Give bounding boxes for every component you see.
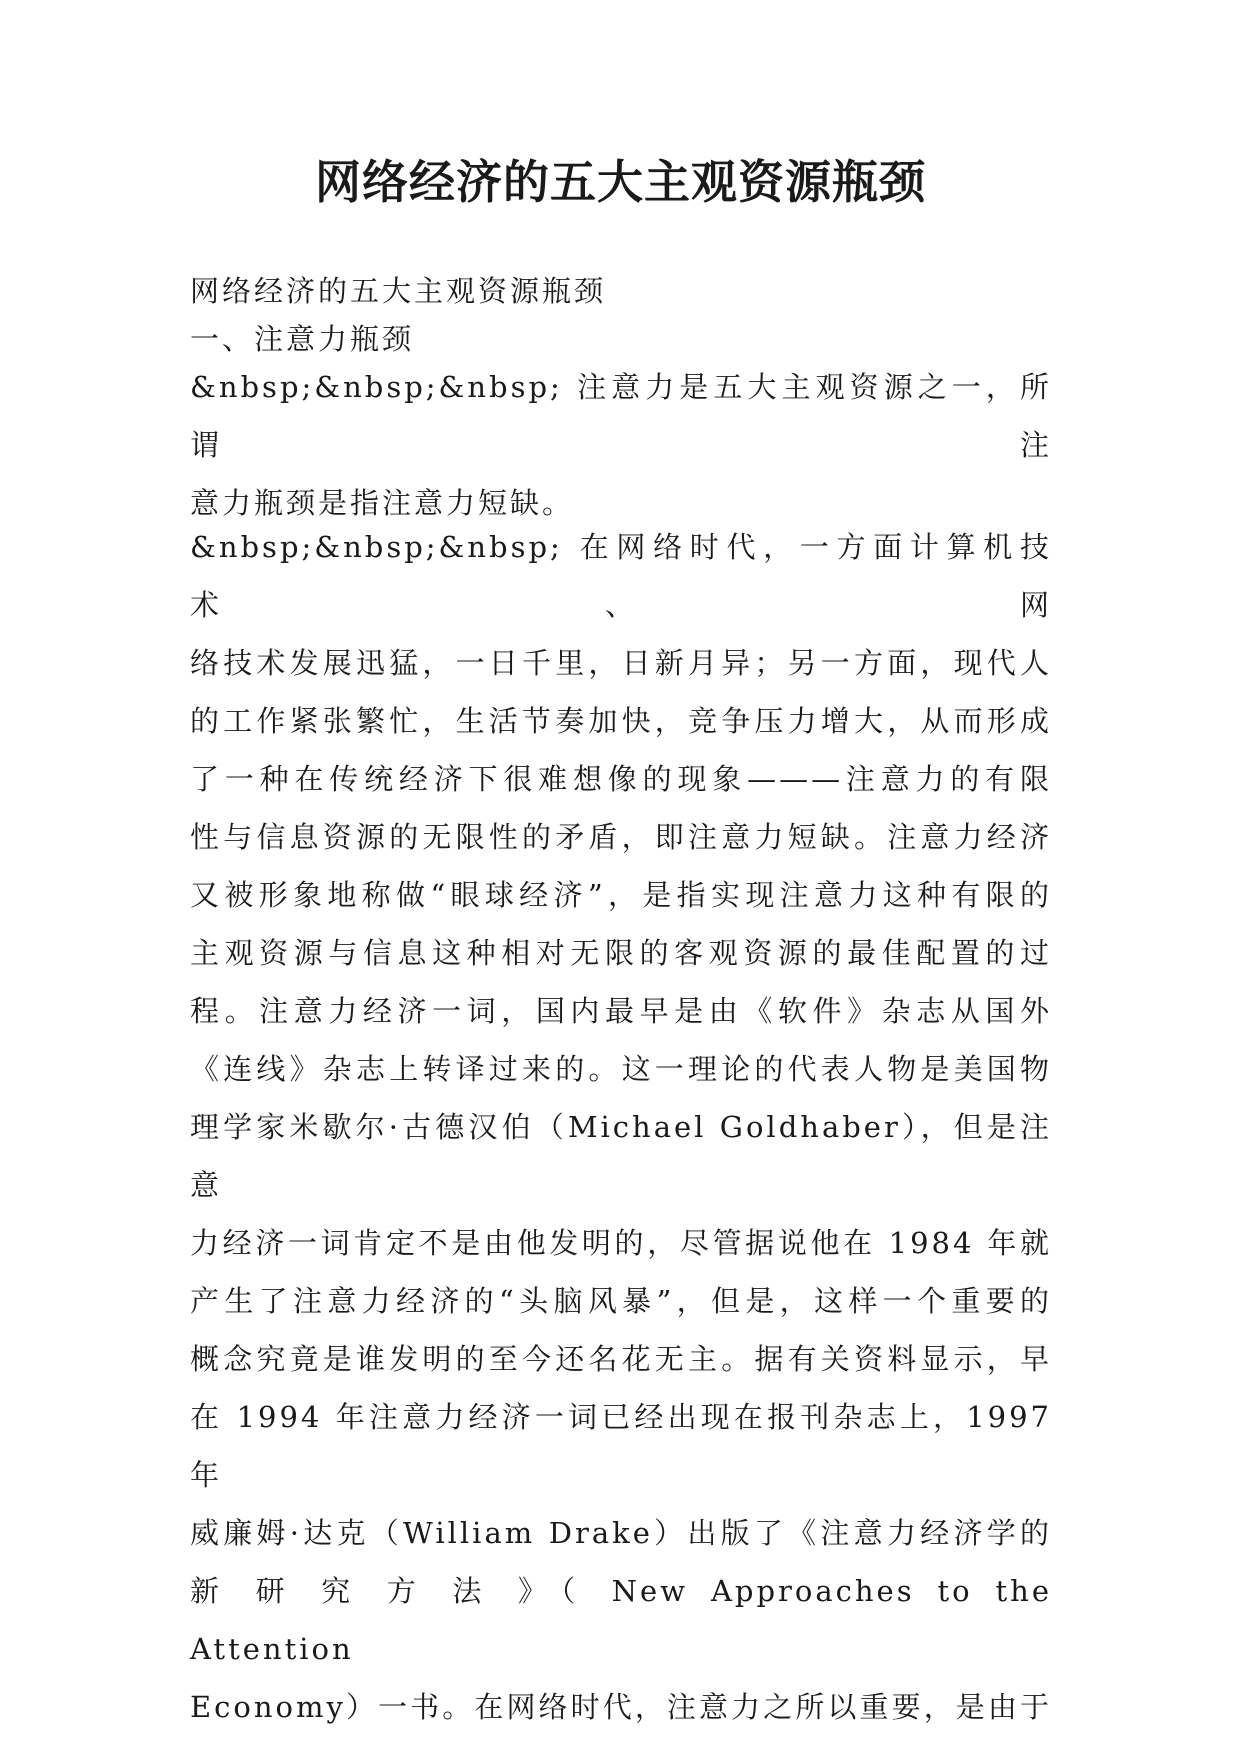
paragraph-2-line: 理学家米歇尔·古德汉伯（Michael Goldhaber），但是注意 bbox=[190, 1110, 1052, 1202]
paragraph-2-line: 力经济一词肯定不是由他发明的，尽管据说他在 1984 年就 bbox=[190, 1226, 1052, 1260]
paragraph-1-line: 意力瓶颈是指注意力短缺。 bbox=[190, 486, 575, 520]
paragraph-2-line: 程。注意力经济一词，国内最早是由《软件》杂志从国外 bbox=[190, 994, 1052, 1028]
document-title: 网络经济的五大主观资源瓶颈 bbox=[315, 155, 926, 209]
paragraph-1-line: &nbsp;&nbsp;&nbsp; 注意力是五大主观资源之一，所谓注 bbox=[190, 370, 1052, 462]
paragraph-2-line: Economy）一书。在网络时代，注意力之所以重要，是由于 bbox=[190, 1690, 1052, 1724]
paragraph-2-line: &nbsp;&nbsp;&nbsp; 在网络时代，一方面计算机技术、网 bbox=[190, 530, 1052, 622]
paragraph-2 bbox=[190, 518, 1052, 1736]
paragraph-2-line: 又被形象地称做“眼球经济”，是指实现注意力这种有限的 bbox=[190, 878, 1052, 912]
paragraph-2-line: 的工作紧张繁忙，生活节奏加快，竞争压力增大，从而形成 bbox=[190, 704, 1052, 738]
paragraph-2-line: 主观资源与信息这种相对无限的客观资源的最佳配置的过 bbox=[190, 936, 1052, 970]
paragraph-2-line: 了一种在传统经济下很难想像的现象———注意力的有限 bbox=[190, 762, 1052, 796]
paragraph-2-line: 性与信息资源的无限性的矛盾，即注意力短缺。注意力经济 bbox=[190, 820, 1052, 854]
section-heading-text: 一、注意力瓶颈 bbox=[190, 322, 415, 356]
paragraph-1 bbox=[190, 358, 1052, 532]
paragraph-2-line: 《连线》杂志上转译过来的。这一理论的代表人物是美国物 bbox=[190, 1052, 1052, 1086]
paragraph-2-line: 威廉姆·达克（William Drake）出版了《注意力经济学的 bbox=[190, 1516, 1052, 1550]
paragraph-2-line: 产生了注意力经济的“头脑风暴”，但是，这样一个重要的 bbox=[190, 1284, 1052, 1318]
paragraph-2-line: 络技术发展迅猛，一日千里，日新月异；另一方面，现代人 bbox=[190, 646, 1052, 680]
paragraph-2-line: 概念究竟是谁发明的至今还名花无主。据有关资料显示，早 bbox=[190, 1342, 1052, 1376]
paragraph-2-line: 新 研 究 方 法 》（ New Approaches to the Attention bbox=[190, 1574, 1052, 1666]
subtitle-text: 网络经济的五大主观资源瓶颈 bbox=[190, 274, 607, 308]
paragraph-2-line: 在 1994 年注意力经济一词已经出现在报刊杂志上，1997 年 bbox=[190, 1400, 1052, 1492]
